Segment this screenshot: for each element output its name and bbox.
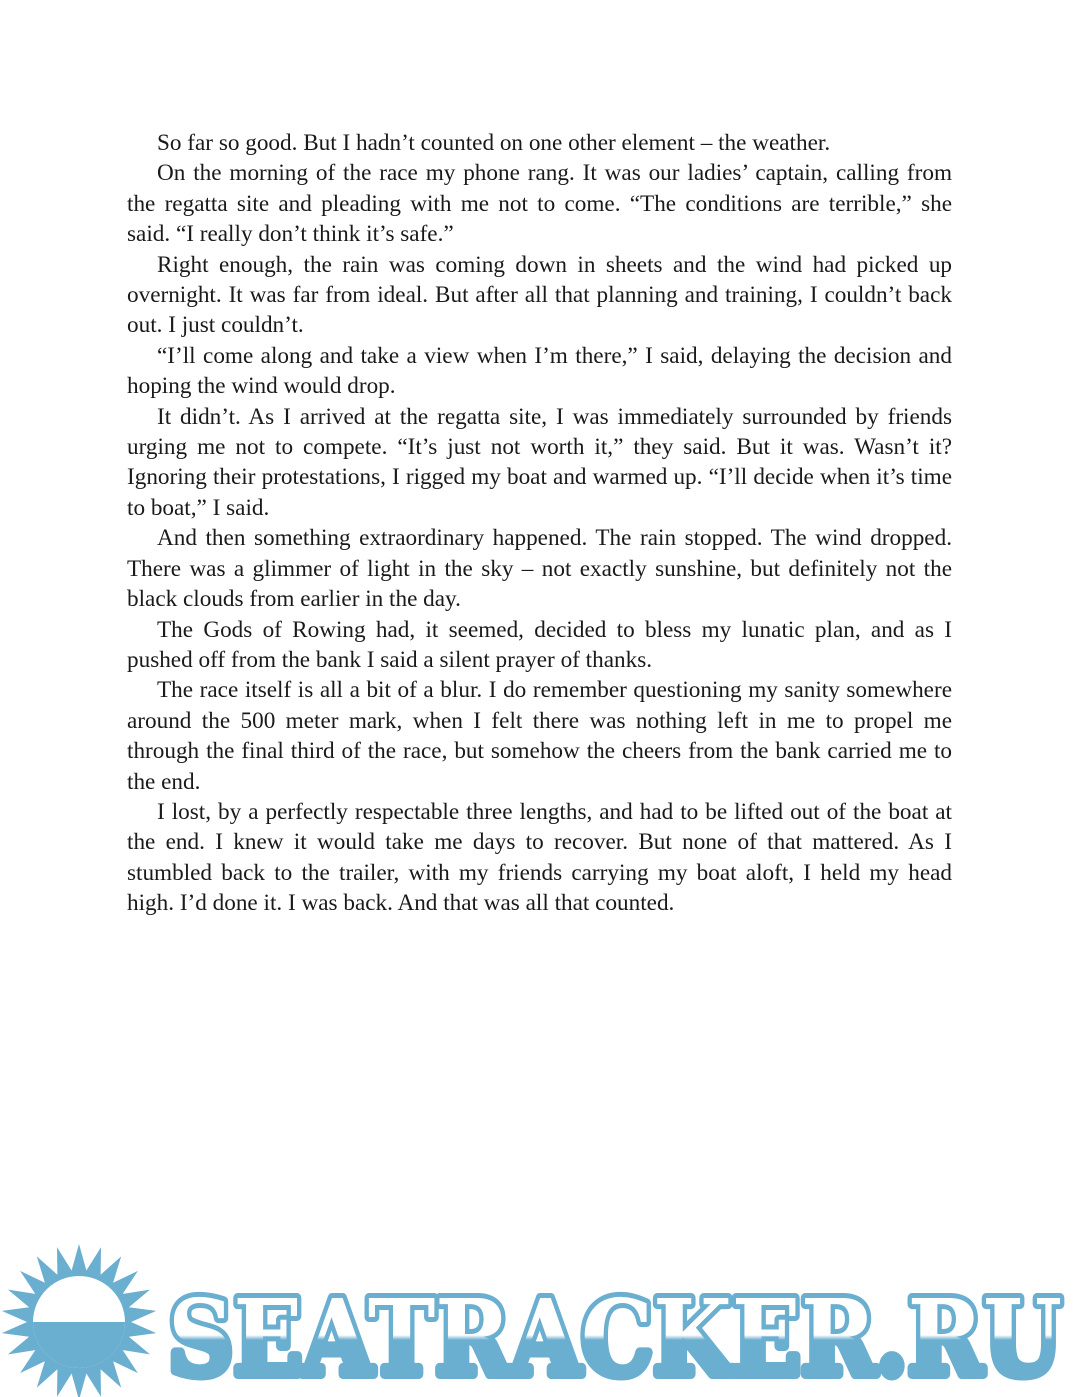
paragraph: It didn’t. As I arrived at the regatta site, I was immediately surrounded by friends urging me not to compete. “It’s just not worth it,” they said. But it was. Wasn’t it? Ignoring their protestations, I rigged my boat and warmed up. “I’ll decide when it’s time to boat,” I said. <box>127 403 952 521</box>
paragraph: And then something extraordinary happened. The rain stopped. The wind dropped. There was a glimmer of light in the sky – not exactly sunshine, but definitely not the black clouds from earlier in the day. <box>127 525 952 613</box>
watermark-text-group <box>168 1276 1062 1397</box>
paragraph: Right enough, the rain was coming down in sheets and the wind had picked up overnight. It was far from ideal. But after all that planning and training, I couldn’t back out. I just couldn’t. <box>127 251 952 339</box>
watermark-graphic <box>0 1238 1080 1397</box>
watermark-text: SEATRACKER.RU <box>168 1276 1062 1397</box>
watermark <box>0 1238 1080 1397</box>
page-body <box>127 128 952 919</box>
sun-over-sea-icon <box>2 1244 156 1397</box>
paragraph: The Gods of Rowing had, it seemed, decided to bless my lunatic plan, and as I pushed off from the bank I said a silent prayer of thanks. <box>127 616 952 673</box>
paragraph: “I’ll come along and take a view when I’m there,” I said, delaying the decision and hoping the wind would drop. <box>127 342 952 400</box>
paragraph: The race itself is all a bit of a blur. I do remember questioning my sanity somewhere around the 500 meter mark, when I felt there was nothing left in me to propel me through the final third of the race, but somehow the cheers from the bank carried me to the end. <box>127 677 952 795</box>
watermark-text-outline: SEATRACKER.RU <box>168 1276 1062 1397</box>
paragraph: On the morning of the race my phone rang. It was our ladies’ captain, calling from the regatta site and pleading with me not to come. “The conditions are terrible,” she said. “I really don’t think it’s safe.” <box>127 160 952 248</box>
paragraph: So far so good. But I hadn’t counted on one other element – the weather. <box>157 130 831 156</box>
paragraph: I lost, by a perfectly respectable three lengths, and had to be lifted out of the boat at the end. I knew it would take me days to recover. But none of that mattered. As I stumbled back to the trailer, with my friends carrying my boat aloft, I held my head high. I’d done it. I was back. And that was all that counted. <box>127 798 952 917</box>
